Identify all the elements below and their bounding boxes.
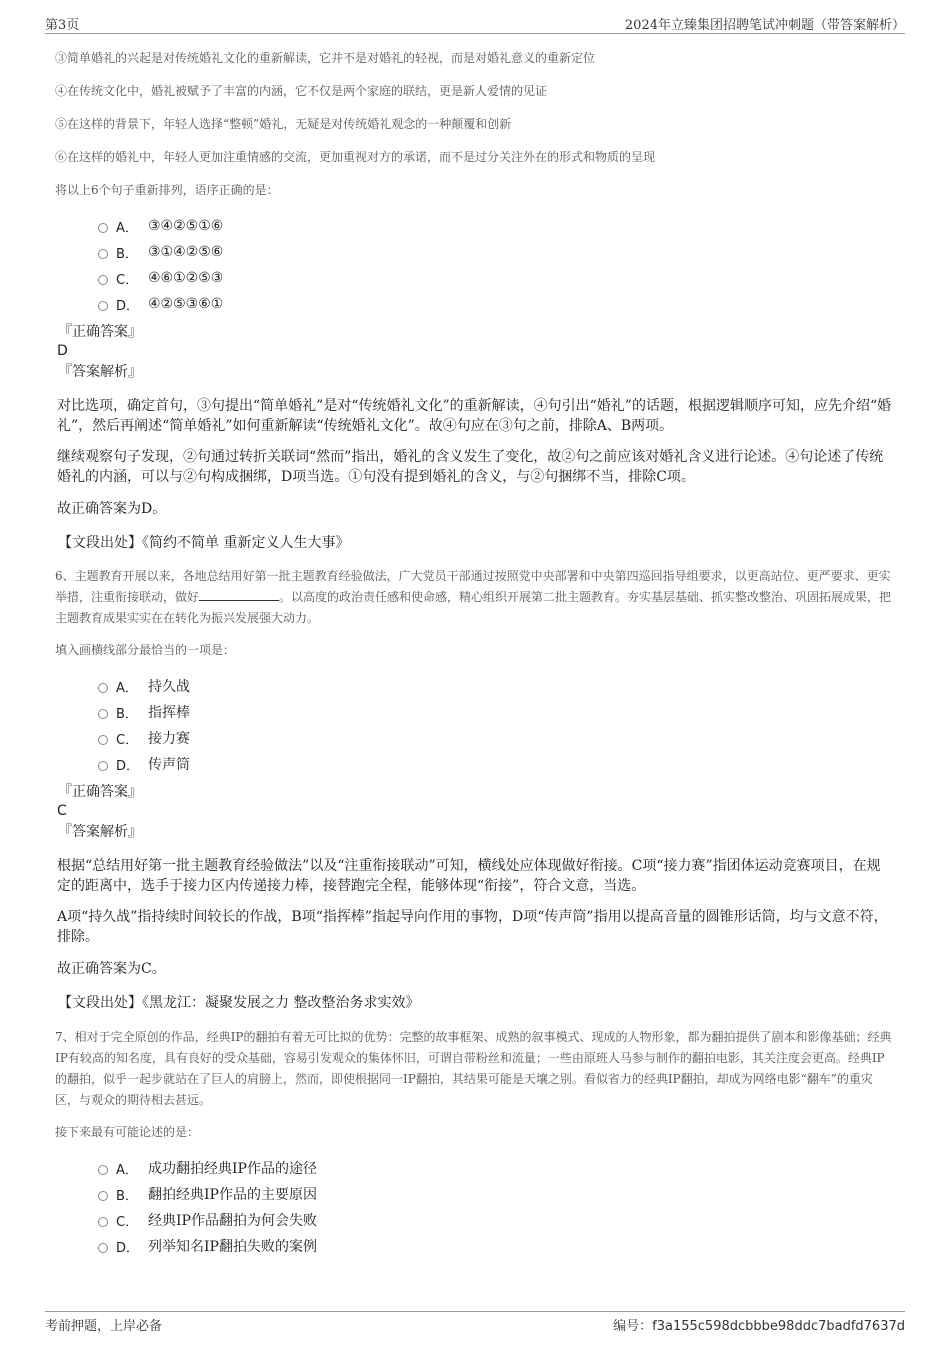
radio-icon[interactable] <box>98 761 108 771</box>
q6-analysis-p3: 故正确答案为C。 <box>57 961 166 977</box>
q5-source: 【文段出处】《简约不简单 重新定义人生大事》 <box>58 535 350 551</box>
q7-options <box>98 1155 317 1259</box>
q6-option-c[interactable]: C． 接力赛 <box>98 725 190 751</box>
page-number: 第3页 <box>45 18 80 33</box>
radio-icon[interactable] <box>98 1217 108 1227</box>
radio-icon[interactable] <box>98 1191 108 1201</box>
q5-options <box>98 213 223 317</box>
q6-analysis-label: 『答案解析』 <box>58 824 142 840</box>
radio-icon[interactable] <box>98 223 108 233</box>
radio-icon[interactable] <box>98 1165 108 1175</box>
document-id: 编号：f3a155c598dcbbbe98ddc7badfd7637d <box>613 1319 905 1334</box>
page-header <box>45 12 905 34</box>
q5-analysis-p2: 继续观察句子发现，②句通过转折关联词“然而”指出，婚礼的含义发生了变化，故②句之前应该对婚礼含义进行论述。④句论述了传统婚礼的内涵，可以与②句构成捆绑，D项当选。①句没有提到婚礼的含义，与②句捆绑不当，排除C项。 <box>57 449 884 485</box>
q6-prompt: 填入画横线部分最恰当的一项是： <box>55 643 236 657</box>
q5-answer-label: 『正确答案』 <box>58 324 142 340</box>
radio-icon[interactable] <box>98 275 108 285</box>
q7-option-a[interactable]: A． 成功翻拍经典IP作品的途径 <box>98 1155 317 1181</box>
q6-options <box>98 673 190 777</box>
q6-analysis-p1: 根据“总结用好第一批主题教育经验做法”以及“注重衔接联动”可知，横线处应体现做好衔接。C项“接力赛”指团体运动竞赛项目，在规定的距离中，选手于接力区内传递接力棒，接替跑完全程，能够体现“衔接”，符合文意，当选。 <box>57 858 881 894</box>
q5-sentence-4: ④在传统文化中，婚礼被赋予了丰富的内涵，它不仅是两个家庭的联结，更是新人爱情的见证 <box>55 84 548 98</box>
q7-stem: 7、相对于完全原创的作品，经典IP的翻拍有着无可比拟的优势：完整的故事框架、成熟的叙事模式、现成的人物形象，都为翻拍提供了剧本和影像基础；经典IP有较高的知名度，具有良好的受众基础，容易引发观众的集体怀旧，可谓自带粉丝和流量；一些由原班人马参与制作的翻拍电影，其关注度会更高。经典IP的翻拍，似乎一起步就站在了巨人的肩膀上，然而，即使根据同一IP翻拍，其结果可能是天壤之别。看似省力的经典IP翻拍，却成为网络电影“翻车”的重灾区，与观众的期待相去甚远。 <box>55 1030 892 1107</box>
q5-option-b[interactable]: B． ③①④②⑤⑥ <box>98 239 223 265</box>
q7-prompt: 接下来最有可能论述的是： <box>55 1125 200 1139</box>
q7-option-c[interactable]: C． 经典IP作品翻拍为何会失败 <box>98 1207 317 1233</box>
radio-icon[interactable] <box>98 709 108 719</box>
document-title: 2024年立臻集团招聘笔试冲刺题（带答案解析） <box>624 18 905 33</box>
q6-option-d[interactable]: D． 传声筒 <box>98 751 190 777</box>
q5-analysis-p3: 故正确答案为D。 <box>57 501 167 517</box>
radio-icon[interactable] <box>98 1243 108 1253</box>
q6-option-a[interactable]: A． 持久战 <box>98 673 190 699</box>
q5-sentence-5: ⑤在这样的背景下，年轻人选择“整顿”婚礼，无疑是对传统婚礼观念的一种颠覆和创新 <box>55 117 512 131</box>
q5-prompt: 将以上6个句子重新排列，语序正确的是： <box>55 183 279 197</box>
q7-option-b[interactable]: B． 翻拍经典IP作品的主要原因 <box>98 1181 317 1207</box>
q5-option-a[interactable]: A． ③④②⑤①⑥ <box>98 213 223 239</box>
q5-sentence-6: ⑥在这样的婚礼中，年轻人更加注重情感的交流，更加重视对方的承诺，而不是过分关注外在的形式和物质的呈现 <box>55 150 656 164</box>
q5-option-d[interactable]: D． ④②⑤③⑥① <box>98 291 223 317</box>
q6-source: 【文段出处】《黑龙江：凝聚发展之力 整改整治务求实效》 <box>58 995 420 1011</box>
q5-sentence-3: ③简单婚礼的兴起是对传统婚礼文化的重新解读，它并不是对婚礼的轻视，而是对婚礼意义的重新定位 <box>55 51 596 65</box>
q5-answer: D <box>57 343 68 359</box>
footer-slogan: 考前押题，上岸必备 <box>45 1319 163 1334</box>
radio-icon[interactable] <box>98 735 108 745</box>
q6-answer: C <box>57 803 67 819</box>
q5-option-c[interactable]: C． ④⑥①②⑤③ <box>98 265 223 291</box>
radio-icon[interactable] <box>98 683 108 693</box>
radio-icon[interactable] <box>98 249 108 259</box>
q6-option-b[interactable]: B． 指挥棒 <box>98 699 190 725</box>
q7-option-d[interactable]: D． 列举知名IP翻拍失败的案例 <box>98 1233 317 1259</box>
fill-blank <box>199 589 279 601</box>
q5-analysis-p1: 对比选项，确定首句，③句提出“简单婚礼”是对“传统婚礼文化”的重新解读，④句引出“婚礼”的话题，根据逻辑顺序可知，应先介绍“婚礼”，然后再阐述“简单婚礼”如何重新解读“传统婚礼文化”。故④句应在③句之前，排除A、B两项。 <box>57 398 892 434</box>
radio-icon[interactable] <box>98 301 108 311</box>
q5-analysis-label: 『答案解析』 <box>58 364 142 380</box>
q6-answer-label: 『正确答案』 <box>58 784 142 800</box>
page-footer <box>45 1311 905 1335</box>
q6-analysis-p2: A项“持久战”指持续时间较长的作战，B项“指挥棒”指起导向作用的事物，D项“传声筒”指用以提高音量的圆锥形话筒，均与文意不符，排除。 <box>57 909 888 945</box>
q6-stem: 6、主题教育开展以来，各地总结用好第一批主题教育经验做法，广大党员干部通过按照党中央部署和中央第四巡回指导组要求，以更高站位、更严要求、更实举措，注重衔接联动，做好 。以高度的政治责任感和使命感，精心组织开展第二批主题教育。夯实基层基础、抓实整改整治、巩固拓展成果，把主题教育成果实实在在转化为振兴发展强大动力。 <box>55 569 892 625</box>
